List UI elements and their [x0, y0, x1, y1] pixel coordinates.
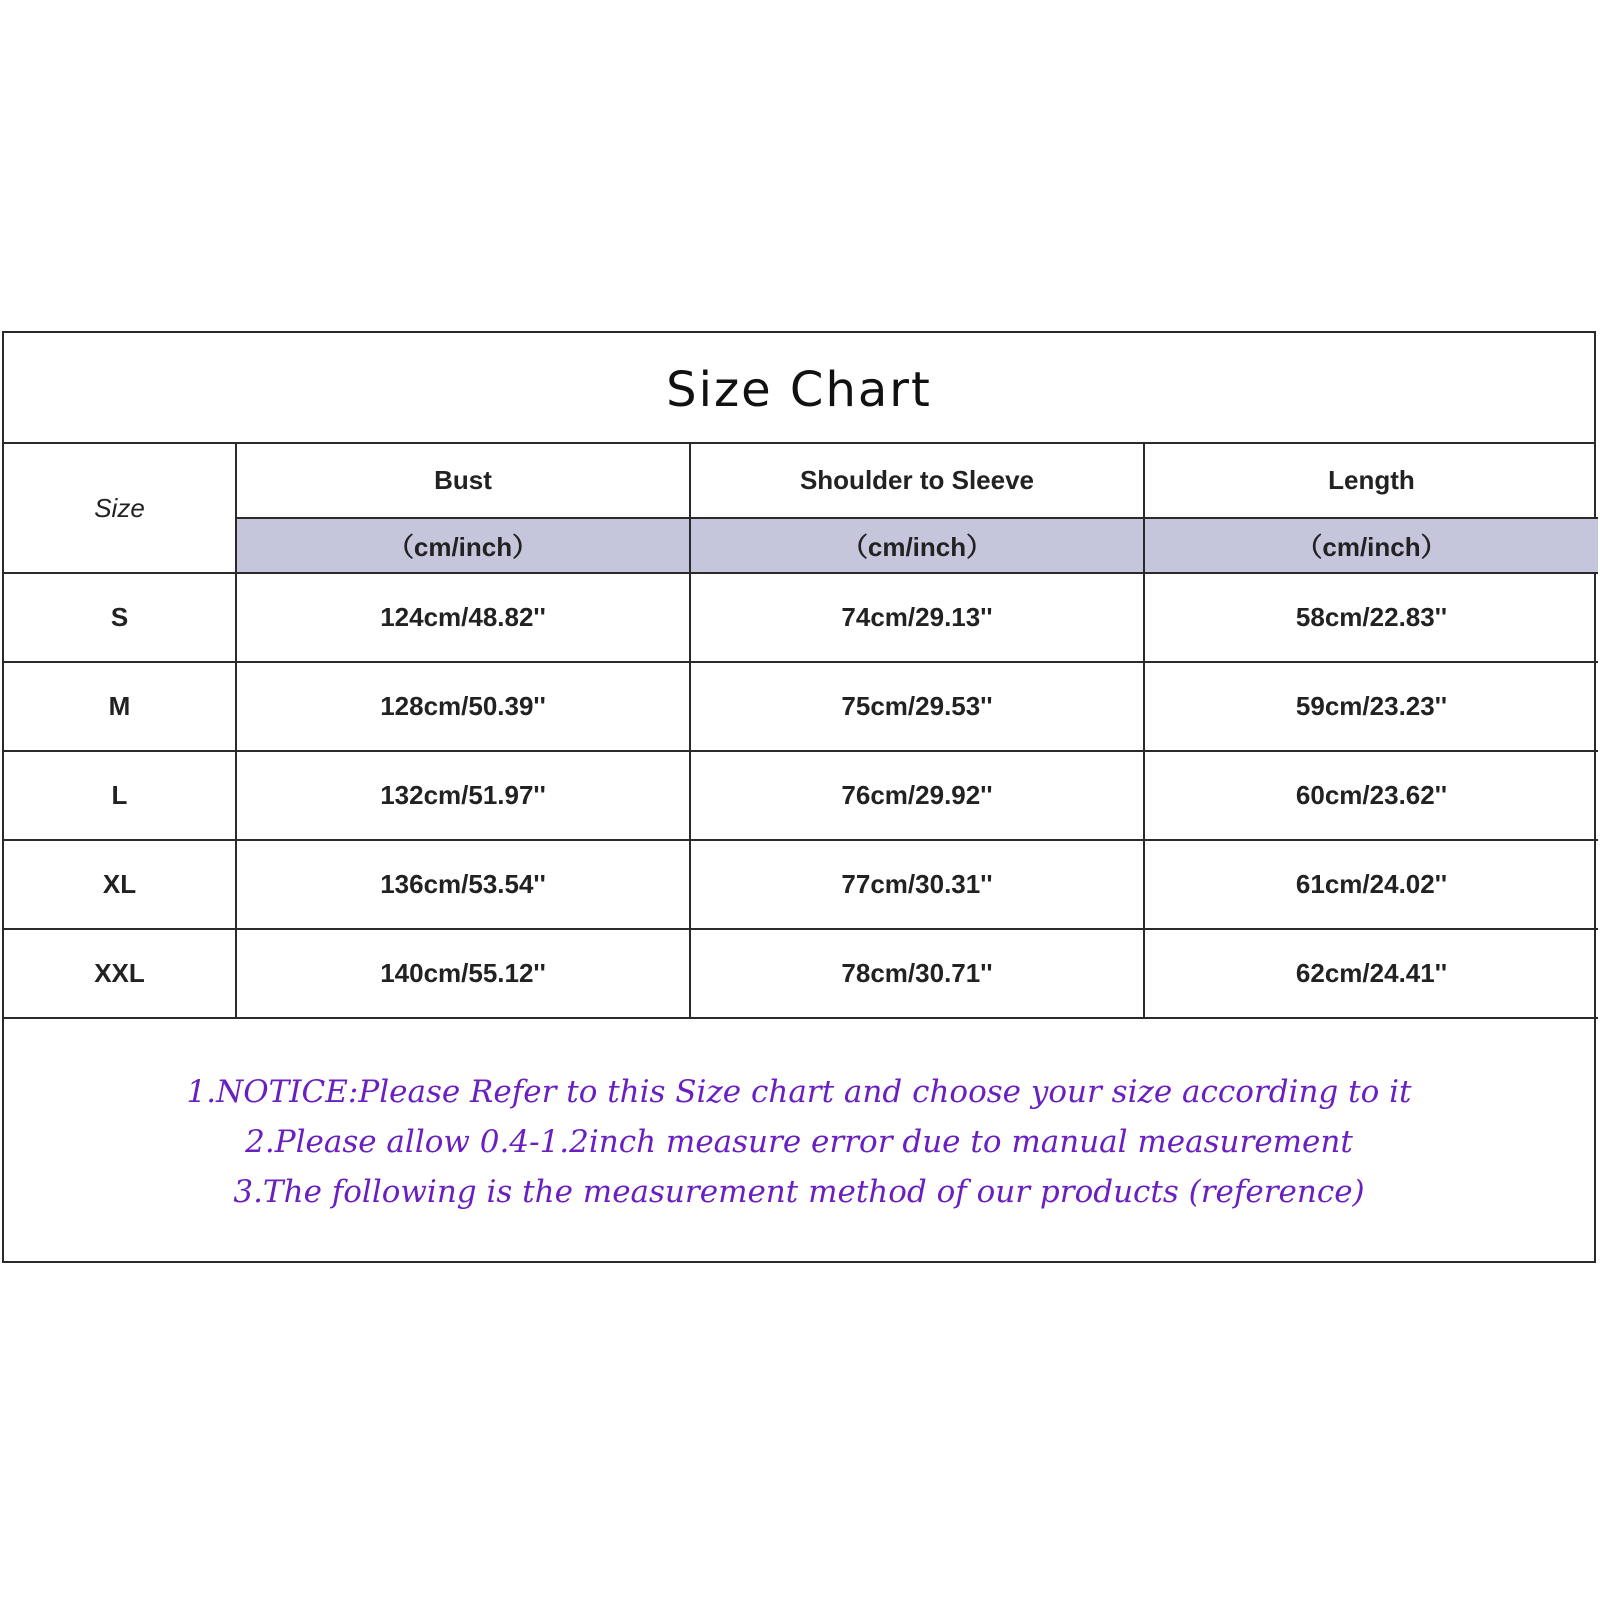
table-row: [4, 840, 1598, 929]
size-table: [4, 444, 1598, 1019]
column-header-bust: Bust: [236, 444, 690, 518]
column-header-length: Length: [1144, 444, 1598, 518]
chart-title: Size Chart: [666, 361, 932, 418]
table-row: [4, 929, 1598, 1018]
shoulder-to-sleeve-value: 76cm/29.92'': [690, 751, 1144, 840]
note-line: 3.The following is the measurement method of our products (reference): [233, 1174, 1365, 1210]
unit-label-shoulder-to-sleeve: （cm/inch）: [690, 518, 1144, 573]
length-value: 58cm/22.83'': [1144, 573, 1598, 662]
size-label: XL: [4, 840, 236, 929]
title-row: [4, 333, 1594, 444]
length-value: 61cm/24.02'': [1144, 840, 1598, 929]
note-line: 1.NOTICE:Please Refer to this Size chart and choose your size according to it: [186, 1074, 1412, 1110]
bust-value: 124cm/48.82'': [236, 573, 690, 662]
unit-label-length: （cm/inch）: [1144, 518, 1598, 573]
size-column-header: Size: [4, 444, 236, 573]
table-row: [4, 573, 1598, 662]
size-label: M: [4, 662, 236, 751]
unit-label-bust: （cm/inch）: [236, 518, 690, 573]
shoulder-to-sleeve-value: 75cm/29.53'': [690, 662, 1144, 751]
size-label: S: [4, 573, 236, 662]
size-chart: [2, 331, 1596, 1263]
size-label: XXL: [4, 929, 236, 1018]
size-label: L: [4, 751, 236, 840]
length-value: 60cm/23.62'': [1144, 751, 1598, 840]
table-row: [4, 751, 1598, 840]
length-value: 62cm/24.41'': [1144, 929, 1598, 1018]
table-row: [4, 662, 1598, 751]
bust-value: 140cm/55.12'': [236, 929, 690, 1018]
shoulder-to-sleeve-value: 74cm/29.13'': [690, 573, 1144, 662]
header-row: [4, 444, 1598, 518]
notes-section: [4, 1023, 1594, 1261]
shoulder-to-sleeve-value: 78cm/30.71'': [690, 929, 1144, 1018]
shoulder-to-sleeve-value: 77cm/30.31'': [690, 840, 1144, 929]
bust-value: 128cm/50.39'': [236, 662, 690, 751]
bust-value: 136cm/53.54'': [236, 840, 690, 929]
unit-row: [4, 518, 1598, 573]
length-value: 59cm/23.23'': [1144, 662, 1598, 751]
column-header-shoulder-to-sleeve: Shoulder to Sleeve: [690, 444, 1144, 518]
note-line: 2.Please allow 0.4-1.2inch measure error due to manual measurement: [245, 1124, 1353, 1160]
bust-value: 132cm/51.97'': [236, 751, 690, 840]
